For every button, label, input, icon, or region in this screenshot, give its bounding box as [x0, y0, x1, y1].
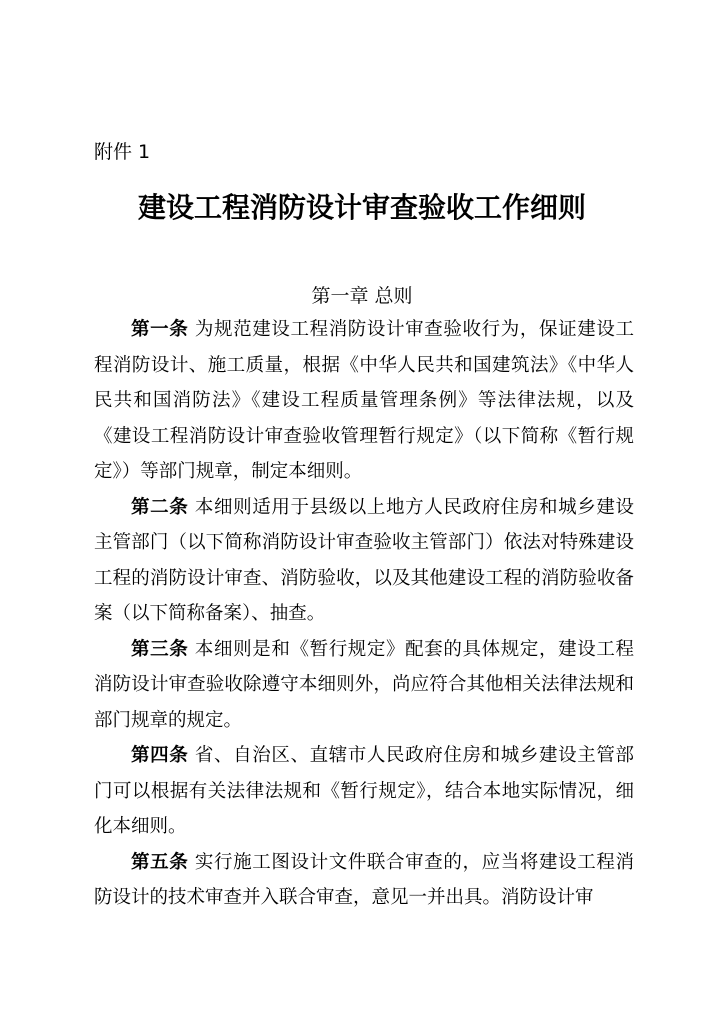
- article-paragraph: [94, 490, 634, 632]
- article-paragraph: [94, 845, 634, 916]
- article-label: 第一条: [131, 319, 189, 340]
- article-paragraph: [94, 312, 634, 490]
- article-text: 本细则是和《暂行规定》配套的具体规定，建设工程消防设计审查验收除遵守本细则外，尚应符合其他相关法律法规和部门规章的规定。: [94, 638, 634, 731]
- chapter-heading: 第一章 总则: [311, 285, 413, 307]
- article-text: 本细则适用于县级以上地方人民政府住房和城乡建设主管部门（以下简称消防设计审查验收主管部门）依法对特殊建设工程的消防设计审查、消防验收，以及其他建设工程的消防验收备案（以下简称备案）、抽查。: [94, 496, 634, 624]
- document-body: [94, 312, 634, 916]
- article-text: 实行施工图设计文件联合审查的，应当将建设工程消防设计的技术审查并入联合审查，意见一并出具。消防设计审: [94, 851, 634, 908]
- article-label: 第五条: [131, 851, 189, 873]
- article-text: 为规范建设工程消防设计审查验收行为，保证建设工程消防设计、施工质量，根据《中华人民共和国建筑法》《中华人民共和国消防法》《建设工程质量管理条例》等法律法规，以及《建设工程消防设计审查验收管理暂行规定》（以下简称《暂行规定》）等部门规章，制定本细则。: [94, 319, 634, 482]
- document-title: 建设工程消防设计审查验收工作细则: [137, 191, 586, 224]
- article-paragraph: [94, 738, 634, 845]
- article-label: 第三条: [131, 638, 189, 660]
- article-label: 第四条: [131, 745, 189, 766]
- article-paragraph: [94, 632, 634, 739]
- article-label: 第二条: [131, 496, 189, 518]
- attachment-label: 附件 1: [94, 141, 151, 163]
- article-text: 省、自治区、直辖市人民政府住房和城乡建设主管部门可以根据有关法律法规和《暂行规定》，结合本地实际情况，细化本细则。: [94, 745, 634, 837]
